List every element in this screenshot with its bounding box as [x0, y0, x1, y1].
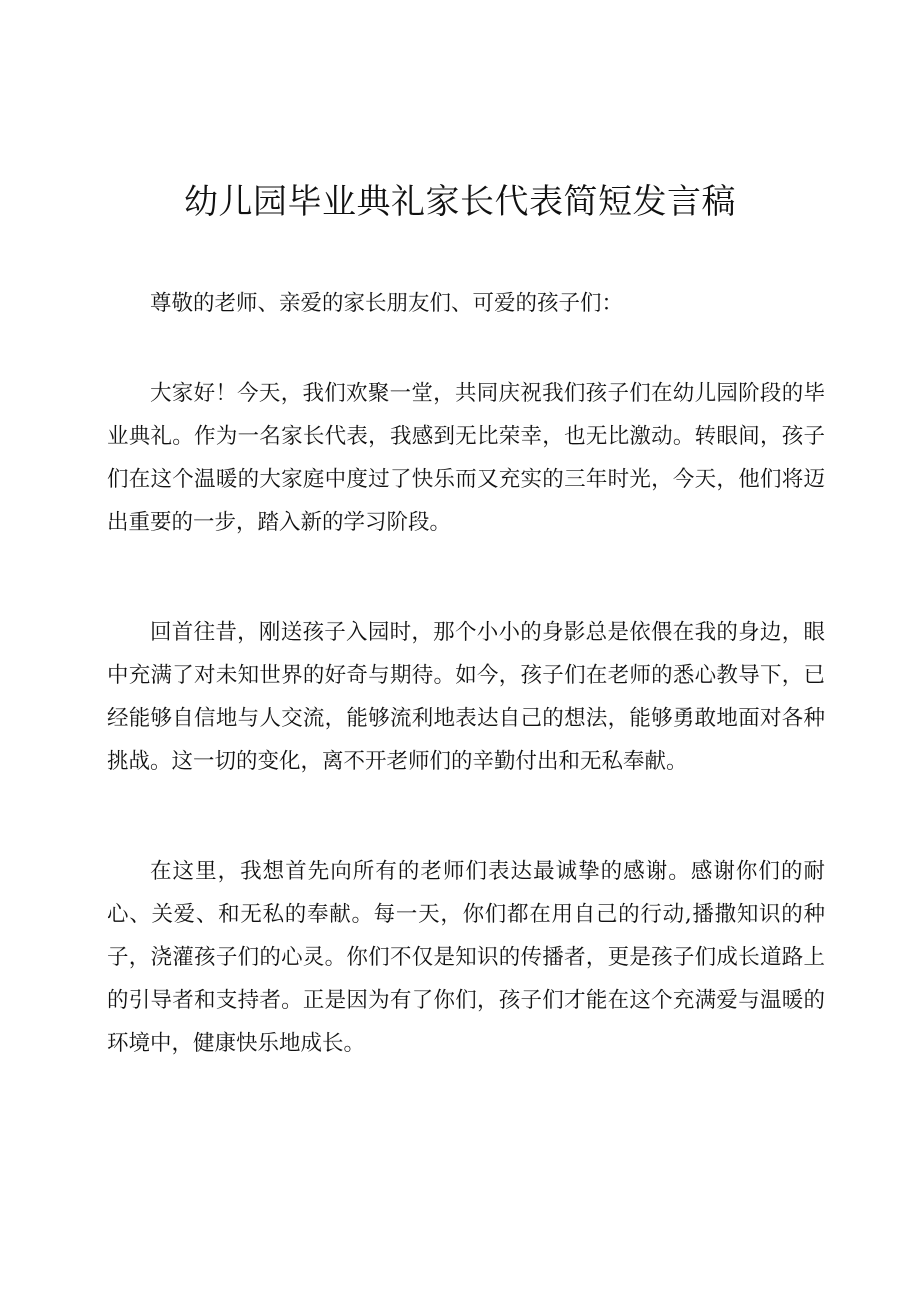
paragraph-1: 大家好！今天，我们欢聚一堂，共同庆祝我们孩子们在幼儿园阶段的毕业典礼。作为一名家长代表，我感到无比荣幸，也无比激动。转眼间，孩子们在这个温暖的大家庭中度过了快乐而又充实的三年时光，今天，他们将迈出重要的一步，踏入新的学习阶段。	[107, 381, 825, 535]
paragraph-2: 回首往昔，刚送孩子入园时，那个小小的身影总是依偎在我的身边，眼中充满了对未知世界的好奇与期待。如今，孩子们在老师的悉心教导下，已经能够自信地与人交流，能够流利地表达自己的想法，能够勇敢地面对各种挑战。这一切的变化，离不开老师们的辛勤付出和无私奉献。	[107, 620, 825, 774]
document-title: 幼儿园毕业典礼家长代表简短发言稿	[184, 182, 736, 222]
salutation: 尊敬的老师、亲爱的家长朋友们、可爱的孩子们：	[150, 291, 624, 316]
paragraph-3: 在这里，我想首先向所有的老师们表达最诚挚的感谢。感谢你们的耐心、关爱、和无私的奉献。每一天，你们都在用自己的行动,播撒知识的种子，浇灌孩子们的心灵。你们不仅是知识的传播者，更是孩子们成长道路上的引导者和支持者。正是因为有了你们，孩子们才能在这个充满爱与温暖的环境中，健康快乐地成长。	[107, 859, 825, 1056]
